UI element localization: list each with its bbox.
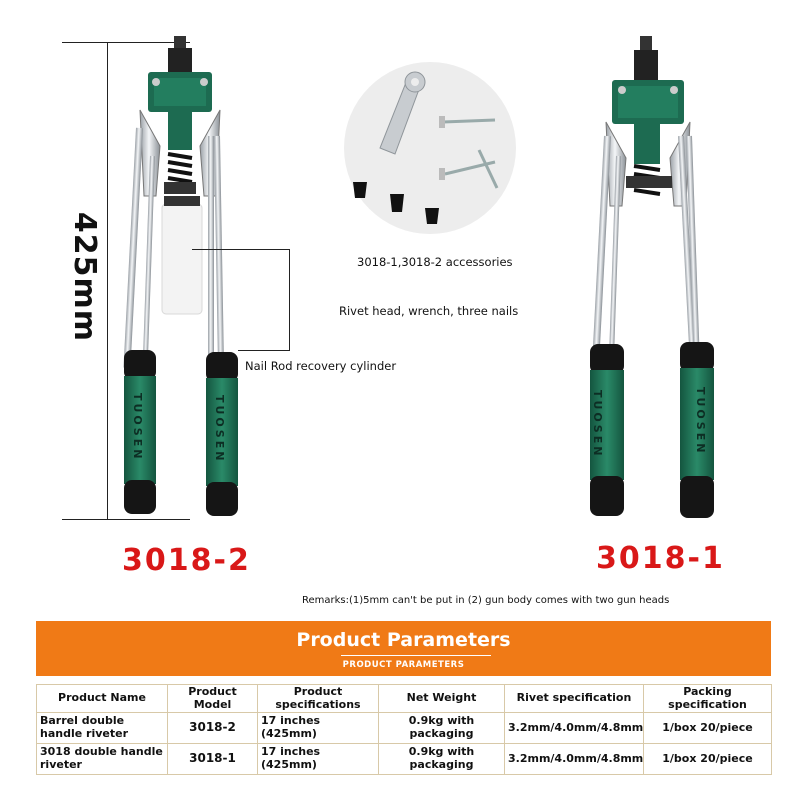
cell-product-name: 3018 double handle riveter	[37, 744, 168, 775]
banner-divider	[341, 655, 491, 656]
accessories-items: Rivet head, wrench, three nails	[339, 304, 519, 318]
table-row	[37, 744, 772, 775]
product-parameters-banner	[36, 621, 771, 676]
header-packing-specification: Packing specification	[644, 685, 772, 713]
header-net-weight: Net Weight	[379, 685, 505, 713]
callout-line-vertical	[289, 249, 290, 351]
banner-title: Product Parameters	[296, 629, 511, 651]
accessories-image	[335, 62, 525, 242]
recovery-cylinder-caption: Nail Rod recovery cylinder	[245, 359, 397, 373]
brand-text-left-grip-1: TUOSEN	[131, 393, 144, 462]
cell-net-weight: 0.9kg with packaging	[379, 713, 505, 744]
model-label-3018-1: 3018-1	[596, 541, 725, 576]
model-label-3018-2: 3018-2	[122, 543, 251, 578]
table-row	[37, 713, 772, 744]
brand-text-right-grip-1: TUOSEN	[591, 390, 604, 459]
header-product-model: Product Model	[168, 685, 258, 713]
table-header-row	[37, 685, 772, 713]
cell-product-model: 3018-1	[168, 744, 258, 775]
product-parameters-table	[36, 684, 772, 775]
brand-text-left-grip-2: TUOSEN	[213, 395, 226, 464]
cell-product-name: Barrel double handle riveter	[37, 713, 168, 744]
header-rivet-specification: Rivet specification	[505, 685, 644, 713]
callout-line-foot	[238, 350, 290, 351]
remarks-text: Remarks:(1)5mm can't be put in (2) gun body comes with two gun heads	[302, 595, 670, 606]
cell-product-specifications: 17 inches (425mm)	[258, 713, 379, 744]
accessories-title: 3018-1,3018-2 accessories	[357, 255, 513, 269]
callout-line-horizontal	[192, 249, 290, 250]
cell-product-specifications: 17 inches (425mm)	[258, 744, 379, 775]
cell-net-weight: 0.9kg with packaging	[379, 744, 505, 775]
brand-text-right-grip-2: TUOSEN	[694, 387, 707, 456]
cell-packing-specification: 1/box 20/piece	[644, 744, 772, 775]
cell-product-model: 3018-2	[168, 713, 258, 744]
header-product-specifications: Product specifications	[258, 685, 379, 713]
cell-rivet-specification: 3.2mm/4.0mm/4.8mm	[505, 744, 644, 775]
banner-subtitle: PRODUCT PARAMETERS	[342, 660, 465, 670]
cell-rivet-specification: 3.2mm/4.0mm/4.8mm	[505, 713, 644, 744]
header-product-name: Product Name	[37, 685, 168, 713]
dimension-label: 425mm	[67, 211, 103, 343]
cell-packing-specification: 1/box 20/piece	[644, 713, 772, 744]
